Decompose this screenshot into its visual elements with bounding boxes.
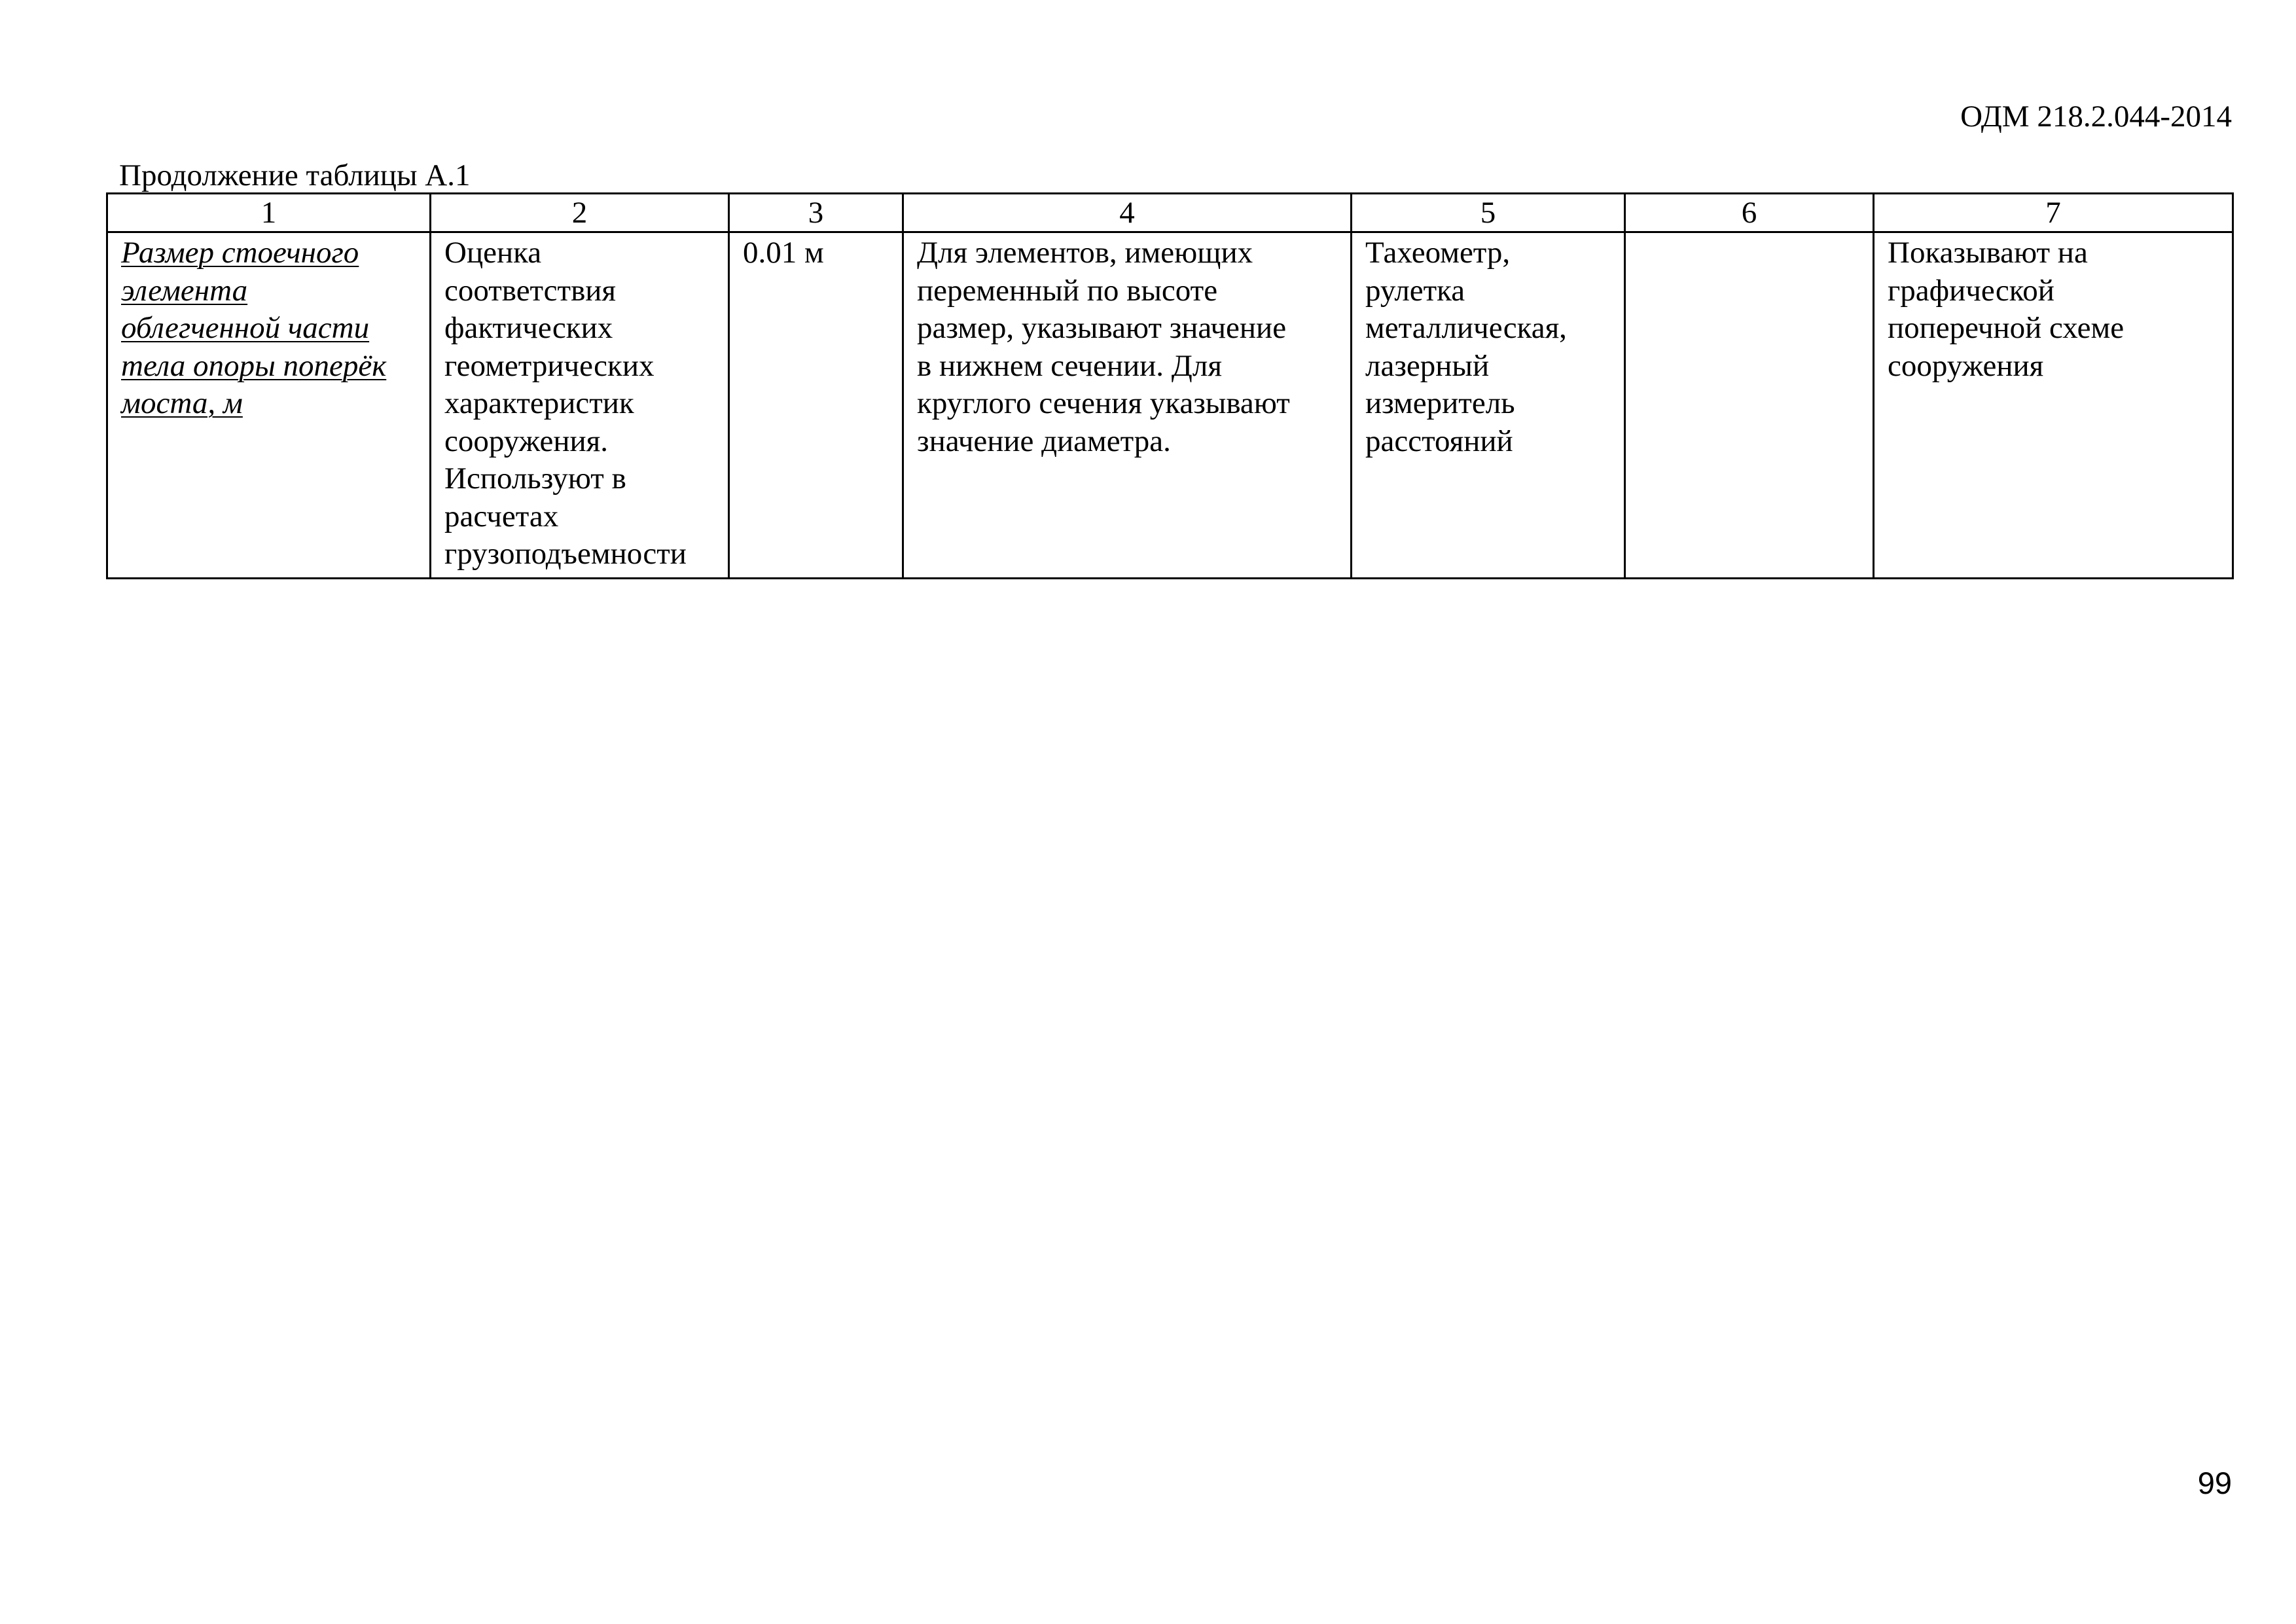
column-header-4: 4 [903, 194, 1352, 232]
column-header-2: 2 [431, 194, 729, 232]
parameter-name-link[interactable]: Размер стоечного элемента облегченной части тела опоры поперёк моста, м [121, 236, 387, 420]
column-header-1: 1 [107, 194, 431, 232]
presentation-cell: Показывают на графической поперечной схеме сооружения [1874, 232, 2233, 579]
purpose-cell: Оценка соответствия фактических геометрических характеристик сооружения. Используют в расчетах грузоподъемности [431, 232, 729, 579]
table-caption: Продолжение таблицы А.1 [119, 158, 471, 192]
column-header-7: 7 [1874, 194, 2233, 232]
column-header-6: 6 [1625, 194, 1874, 232]
document-code: ОДМ 218.2.044-2014 [1960, 99, 2232, 134]
column-header-5: 5 [1352, 194, 1625, 232]
column-header-3: 3 [729, 194, 903, 232]
empty-cell [1625, 232, 1874, 579]
instruments-cell: Тахеометр, рулетка металлическая, лазерный измеритель расстояний [1352, 232, 1625, 579]
page-number: 99 [2197, 1466, 2232, 1500]
data-table [106, 192, 2234, 579]
notes-cell: Для элементов, имеющих переменный по высоте размер, указывают значение в нижнем сечении. Для круглого сечения указывают значение диаметра. [903, 232, 1352, 579]
parameter-name-cell [107, 232, 431, 579]
table-header-row [107, 194, 2233, 232]
table-row [107, 232, 2233, 579]
precision-cell: 0.01 м [729, 232, 903, 579]
